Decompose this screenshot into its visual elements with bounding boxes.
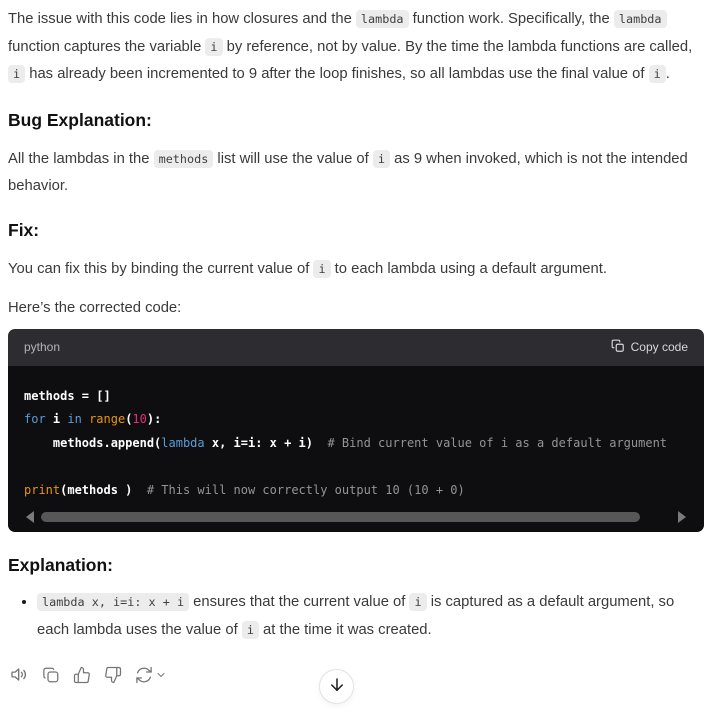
scrollbar-track — [41, 512, 671, 522]
code-intro-text: Here’s the corrected code: — [8, 300, 182, 316]
copy-icon — [611, 339, 625, 356]
bug-explanation-heading: Bug Explanation: — [8, 109, 152, 130]
scroll-left-arrow-icon[interactable] — [26, 511, 34, 523]
chevron-down-icon — [155, 669, 167, 681]
speaker-icon — [10, 665, 29, 684]
inline-code-chip: methods — [154, 150, 214, 168]
inline-code-chip: i — [313, 260, 330, 278]
read-aloud-button[interactable] — [8, 663, 31, 686]
scroll-to-bottom-button[interactable] — [319, 669, 354, 704]
regenerate-button[interactable] — [133, 664, 169, 686]
scrollbar-thumb[interactable] — [41, 512, 640, 522]
inline-code-chip: i — [373, 150, 390, 168]
fix-paragraph: You can fix this by binding the current value of i to each lambda using a default argument. — [8, 260, 607, 277]
arrow-down-icon — [328, 676, 346, 697]
copy-message-button[interactable] — [40, 664, 62, 686]
regenerate-icon — [135, 666, 153, 684]
code-block — [8, 329, 704, 533]
thumbs-down-icon — [104, 666, 122, 684]
intro-paragraph: The issue with this code lies in how closures and the lambda function work. Specifically, the lambda function captures the variable i by reference, not by value. By the time the lambda functions are called, i has already been incremented to 9 after the loop finishes, so all lambdas use the final value of i . — [8, 11, 693, 82]
message-action-bar — [8, 663, 704, 686]
inline-code-chip: i — [8, 65, 25, 83]
code-language-label: python — [24, 340, 61, 354]
copy-code-button[interactable] — [611, 339, 688, 356]
inline-code-chip: i — [649, 65, 666, 83]
inline-code-chip: lambda — [614, 10, 667, 28]
code-body — [8, 366, 704, 533]
fix-heading: Fix: — [8, 219, 40, 240]
explanation-list — [8, 589, 704, 644]
inline-code-chip: i — [242, 621, 259, 639]
bug-explanation-paragraph: All the lambdas in the methods list will use the value of i as 9 when invoked, which is not the intended behavior. — [8, 150, 688, 194]
thumbs-up-icon — [73, 666, 91, 684]
explanation-heading: Explanation: — [8, 555, 114, 575]
copy-icon — [42, 666, 60, 684]
explanation-list-item: • lambda x, i=i: x + i ensures that the current value of i is captured as a default argument, so each lambda uses the value of i at the time it was created. — [37, 589, 704, 644]
copy-code-label: Copy code — [630, 340, 688, 354]
code-block-header — [8, 329, 704, 366]
inline-code-chip: i — [205, 38, 222, 56]
inline-code-chip: lambda x, i=i: x + i — [37, 593, 189, 611]
good-response-button[interactable] — [71, 664, 93, 686]
code-content: methods = [] for i in range(10): methods.append(lambda x, i=i: x + i) # Bind current value of i as a default argument print(methods ) # This will now correctly output 10 (10 + 0) — [24, 388, 668, 497]
code-horizontal-scrollbar[interactable] — [24, 508, 688, 526]
inline-code-chip: i — [409, 593, 426, 611]
bad-response-button[interactable] — [102, 664, 124, 686]
inline-code-chip: lambda — [356, 10, 409, 28]
scroll-right-arrow-icon[interactable] — [678, 511, 686, 523]
